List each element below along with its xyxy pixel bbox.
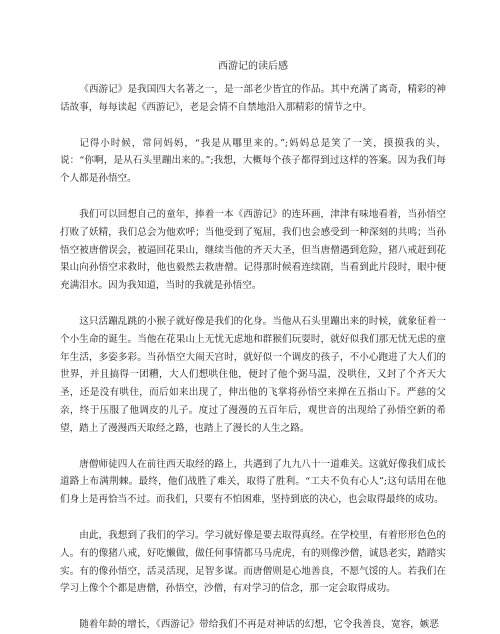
paragraph-2: 记得小时候，常问妈妈，“我是从哪里来的。”;妈妈总是笑了一笑，摸摸我的头，说：“你啊，是从石头里蹦出来的。”;我想，大概每个孩子都得到过这样的答案。因为我们每个人都是孙悟空。	[60, 137, 446, 185]
document-title: 西游记的读后感	[218, 61, 288, 72]
paragraph-5: 唐僧师徒四人在前往西天取经的路上，共遇到了九九八十一道难关。这就好像我们成长道路上布满荆棘。最终，他们战胜了难关，取得了胜利。“工夫不负有心人”;这句话用在他们身上是再恰当不过。而我们，只要有不怕困难，坚持到底的决心，也会取得最终的成功。	[60, 458, 446, 506]
paragraph-6: 由此，我想到了我们的学习。学习就好像是要去取得真经。在学校里，有着形形色色的人。有的像猪八戒，好吃懒做，做任何事情都马马虎虎，有的则像沙僧，诚恳老实，踏踏实实。有的像孙悟空，活灵活现，足智多谋。而唐僧则是心地善良，不愿气馁的人。若我们在学习上像个个都是唐僧，孙悟空，沙僧，有对学习的信念，那一定会取得成功。	[60, 529, 446, 595]
paragraph-1: 《西游记》是我国四大名著之一，是一部老少皆宜的作品。其中充满了离奇，精彩的神话故事，每每读起《西游记》，老是会情不自禁地沿入那精彩的情节之中。	[60, 84, 446, 113]
paragraph-4: 这只活蹦乱跳的小猴子就好像是我们的化身。当他从石头里蹦出来的时候，就象征着一个小生命的诞生。当他在花果山上无忧无虑地和群猴们玩耍时，就好似我们那无忧无虑的童年生活，多姿多彩。当孙悟空大闹天宫时，就好似一个调皮的孩子，不小心跑进了大人们的世界，并且搞得一团糟，大人们想哄住他，便封了他个弼马温，没哄住，又封了个齐天大圣，还是没有哄住，而后如来出现了，伸出他的飞掌将孙悟空来掸在五指山下。严慈的父亲，终于压服了他调皮的儿子。度过了漫漫的五百年后，观世音的出现给了孙悟空新的希望，踏上了漫漫西天取经之路，也踏上了漫长的人生之路。	[60, 315, 446, 434]
paragraph-3: 我们可以回想自己的童年，捧着一本《西游记》的连环画，津津有味地看着，当孙悟空打败了妖精，我们总会为他欢呼；当他受到了冤屈，我们也会感受到一种深刻的共鸣；当孙悟空被唐僧误会，被逼回花果山，继续当他的齐天大圣，但当唐僧遇到危险，猪八戒赶到花果山向孙悟空求救时，他也毅然去救唐僧。记得那时候看连续剧，当看到此片段时，眼中便充满泪水。因为我知道，当时的我就是孙悟空。	[60, 208, 446, 292]
paragraph-7: 随着年龄的增长，《西游记》带给我们不再是对神话的幻想，它令我善良，宽容，嫉恶	[79, 619, 439, 631]
